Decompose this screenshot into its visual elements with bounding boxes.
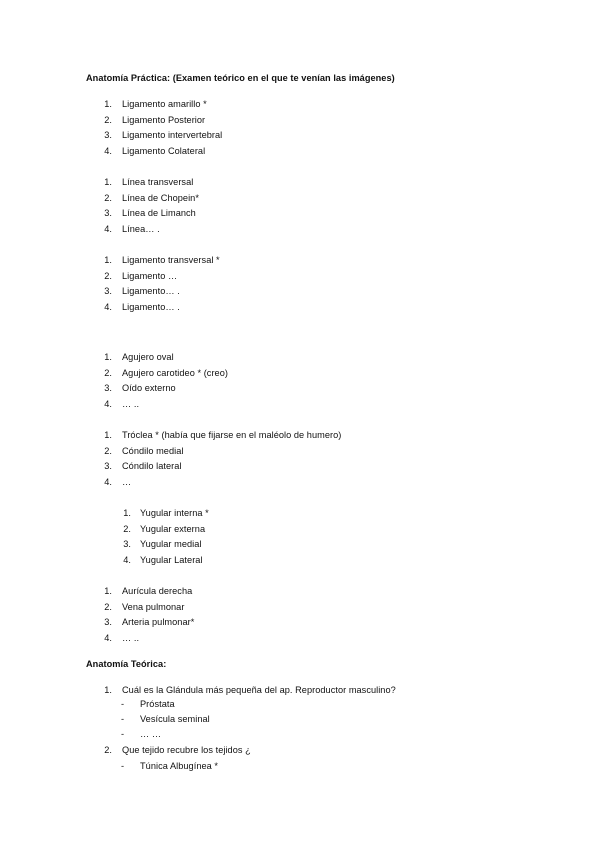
- document-page: Anatomía Práctica: (Examen teórico en el que te venían las imágenes) 1. Ligamento amarillo * 2. Ligamento Posterior 3. Ligamento intervertebral 4. Ligamento Colateral 1. Línea transversal 2. Línea de Chopein* 3. Línea de Limanch 4. Línea… . 1. Ligamento transversal * 2. Ligamento … 3. Ligamento… . 4. Ligamento… . 1. Agujero oval 2. Agujero carotideo * (creo) 3. Oído externo 4. … .. 1. Tróclea * (había que fijarse en el maléolo de humero) 2. Cóndilo medial 3. Cóndilo lateral 4. … 1. Yugular interna * 2. Yugular externa 3. Yugular medial 4. Yugular Lateral 1. Aurícula derecha 2. Vena pulmonar 3. Arteria pulmonar* 4. … .. Anatomía Teórica: 1. Cuál es la Glándula más pequeña del ap. Reproductor masculino? - Próstata - Vesícula seminal - … … 2. Que tejido recubre los tejidos ¿ - Túnica Albugínea *: [86, 73, 396, 771]
- practical-heading: Anatomía Práctica: (Examen teórico en el que te venían las imágenes): [86, 73, 395, 83]
- theory-heading: Anatomía Teórica:: [86, 659, 167, 669]
